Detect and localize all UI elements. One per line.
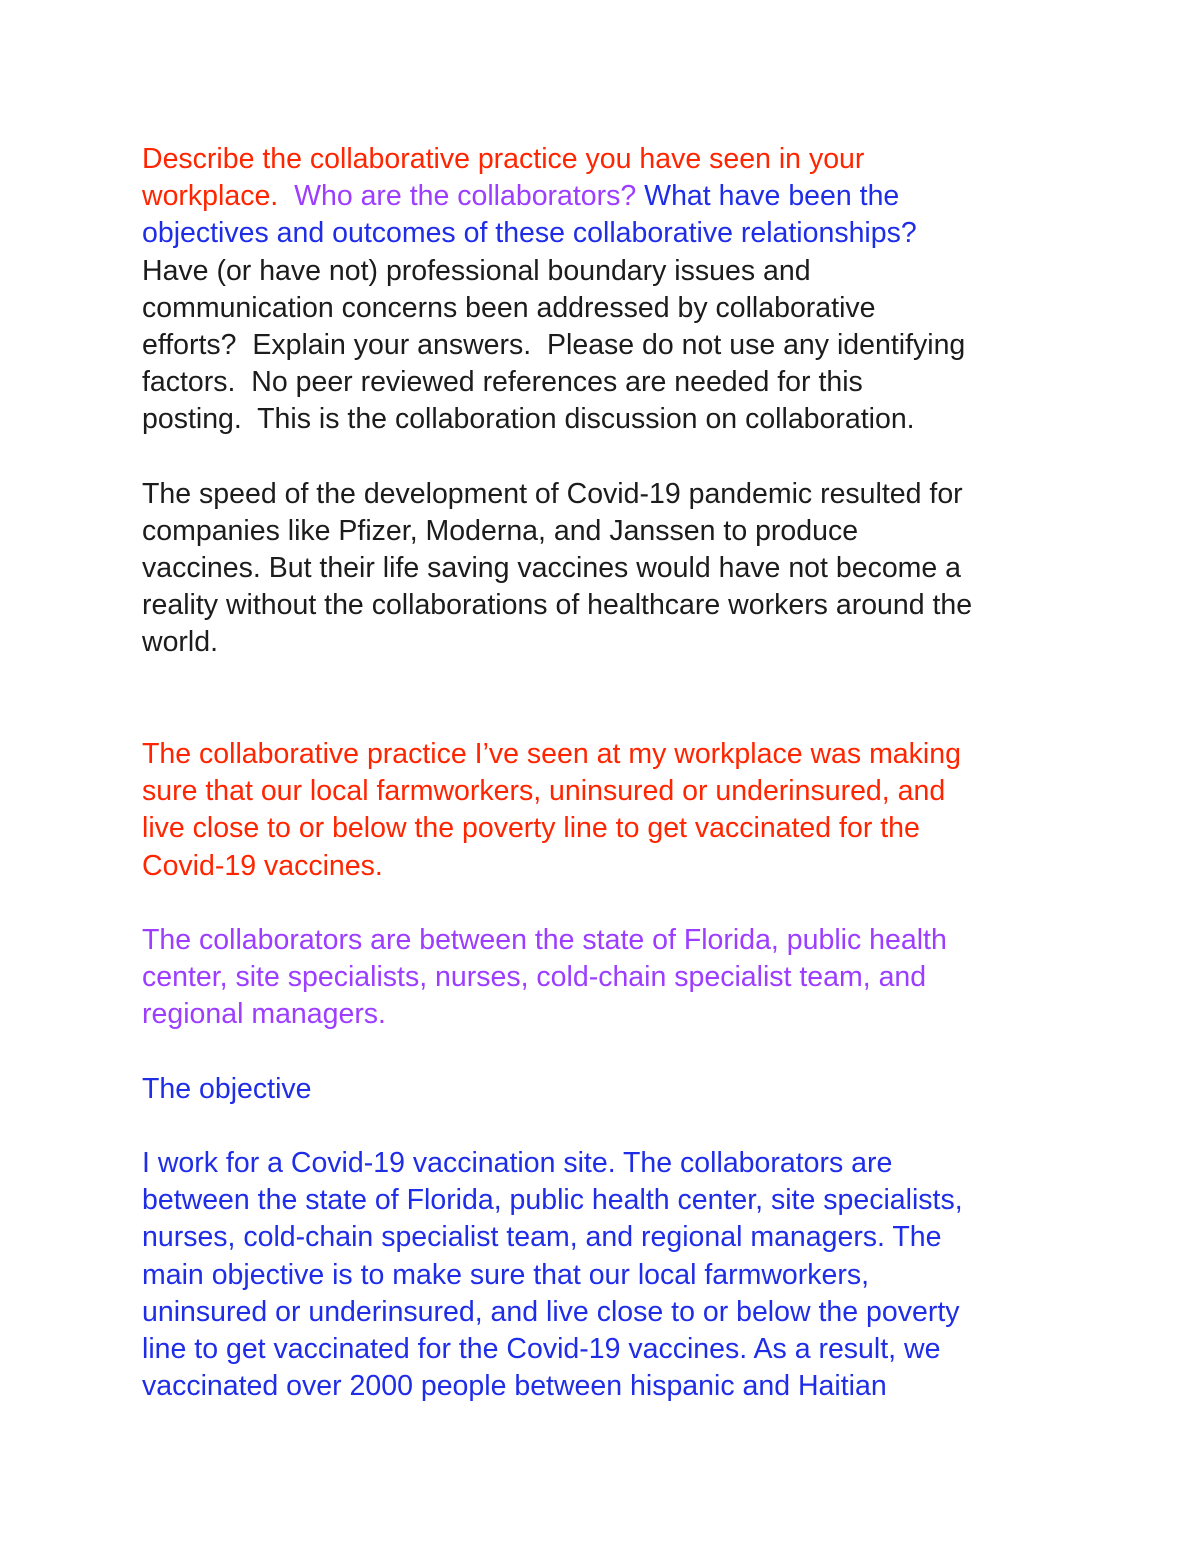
prompt-line-1: Describe the collaborative practice you have seen in your: [142, 143, 865, 175]
practice-line-4: Covid-19 vaccines.: [142, 849, 383, 882]
practice-paragraph: [142, 736, 1072, 885]
intro-line-1: The speed of the development of Covid-19 pandemic resulted for: [142, 477, 963, 510]
collaborators-line-1: The collaborators are between the state of Florida, public health: [142, 923, 947, 956]
prompt-line-2-purple: Who are the collaborators?: [294, 180, 645, 213]
objective-line-7: vaccinated over 2000 people between hispanic and Haitian: [142, 1370, 887, 1403]
intro-line-2: companies like Pfizer, Moderna, and Janssen to produce: [142, 514, 859, 547]
objective-line-5: uninsured or underinsured, and live close to or below the poverty: [142, 1295, 960, 1328]
paragraph-gap: [142, 439, 1072, 476]
collaborators-paragraph: [142, 922, 1072, 1034]
paragraph-gap: [142, 1034, 1072, 1071]
practice-line-2: sure that our local farmworkers, uninsured or underinsured, and: [142, 775, 946, 808]
objective-line-1: I work for a Covid-19 vaccination site. The collaborators are: [142, 1147, 893, 1180]
paragraph-gap: [142, 885, 1072, 922]
practice-line-1: The collaborative practice I’ve seen at my workplace was making: [142, 738, 961, 771]
objective-line-4: main objective is to make sure that our local farmworkers,: [142, 1258, 870, 1291]
prompt-line-8: posting. This is the collaboration discussion on collaboration.: [142, 403, 915, 436]
objective-line-6: line to get vaccinated for the Covid-19 vaccines. As a result, we: [142, 1333, 941, 1366]
objective-paragraph: [142, 1145, 1072, 1405]
prompt-line-2: [142, 178, 1072, 215]
objective-line-2: between the state of Florida, public health center, site specialists,: [142, 1184, 963, 1217]
objective-line-3: nurses, cold-chain specialist team, and regional managers. The: [142, 1221, 942, 1254]
prompt-line-6: efforts? Explain your answers. Please do not use any identifying: [142, 328, 966, 361]
prompt-line-5: communication concerns been addressed by collaborative: [142, 291, 876, 324]
prompt-line-2-red: workplace.: [142, 180, 295, 213]
practice-line-3: live close to or below the poverty line to get vaccinated for the: [142, 812, 920, 845]
objective-heading: The objective: [142, 1072, 312, 1105]
document-page: [142, 141, 1072, 1405]
prompt-line-3: objectives and outcomes of these collaborative relationships?: [142, 217, 917, 250]
prompt-line-7: factors. No peer reviewed references are needed for this: [142, 366, 863, 399]
prompt-line-4: Have (or have not) professional boundary issues and: [142, 254, 811, 287]
paragraph-gap: [142, 1108, 1072, 1145]
collaborators-line-2: center, site specialists, nurses, cold-chain specialist team, and: [142, 961, 927, 994]
prompt-line-2-blue: What have been the: [644, 180, 900, 213]
paragraph-gap: [142, 662, 1072, 736]
collaborators-line-3: regional managers.: [142, 998, 386, 1031]
intro-line-4: reality without the collaborations of healthcare workers around the: [142, 589, 973, 622]
intro-line-5: world.: [142, 626, 219, 659]
intro-paragraph: [142, 476, 1072, 662]
intro-line-3: vaccines. But their life saving vaccines would have not become a: [142, 552, 962, 585]
prompt-paragraph: [142, 141, 1072, 439]
